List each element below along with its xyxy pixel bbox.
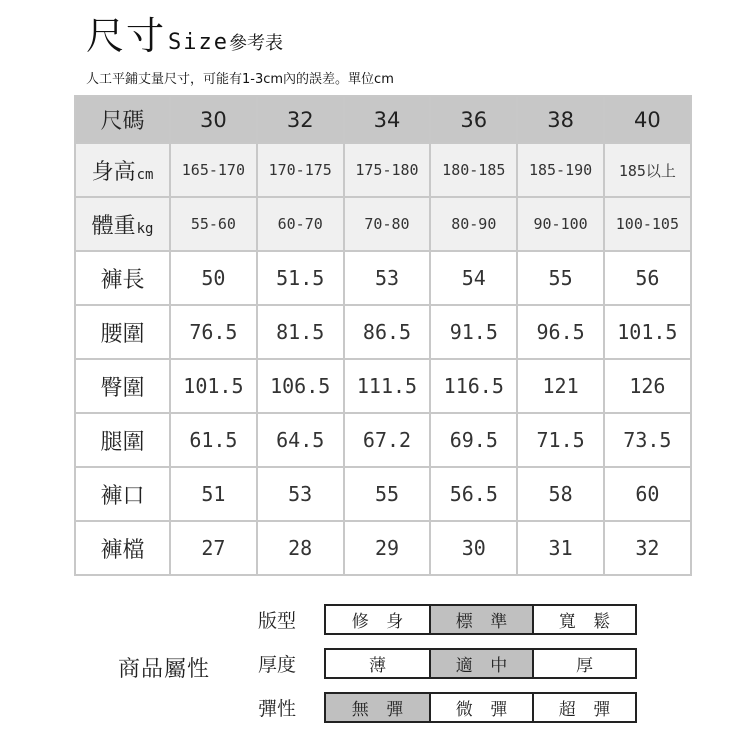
attribute-option: 適 中 xyxy=(429,650,532,677)
table-cell: 51 xyxy=(170,467,257,521)
attribute-row-fit xyxy=(258,603,637,636)
title-main: 尺寸 xyxy=(86,14,167,58)
table-cell: 170-175 xyxy=(257,143,344,197)
row-label-thigh: 腿圍 xyxy=(75,413,170,467)
measurement-note: 人工平鋪丈量尺寸，可能有1-3cm內的誤差。單位cm xyxy=(86,72,394,87)
table-cell: 116.5 xyxy=(430,359,517,413)
product-attributes-heading: 商品屬性 xyxy=(118,657,211,682)
attribute-option: 厚 xyxy=(532,650,635,677)
table-row-leg-opening xyxy=(75,467,691,521)
table-cell: 100-105 xyxy=(604,197,691,251)
table-cell: 71.5 xyxy=(517,413,604,467)
attribute-option: 寬 鬆 xyxy=(532,606,635,633)
row-label-length: 褲長 xyxy=(75,251,170,305)
table-cell: 185-190 xyxy=(517,143,604,197)
table-cell: 121 xyxy=(517,359,604,413)
table-row-length xyxy=(75,251,691,305)
table-cell: 29 xyxy=(344,521,431,575)
table-cell: 27 xyxy=(170,521,257,575)
attribute-options-elasticity xyxy=(324,692,637,723)
attribute-row-elasticity xyxy=(258,691,637,724)
table-row-weight xyxy=(75,197,691,251)
table-cell: 28 xyxy=(257,521,344,575)
table-cell: 31 xyxy=(517,521,604,575)
table-cell: 101.5 xyxy=(170,359,257,413)
row-label-leg-opening: 褲口 xyxy=(75,467,170,521)
table-cell: 101.5 xyxy=(604,305,691,359)
size-header-cell: 32 xyxy=(257,96,344,143)
table-cell: 106.5 xyxy=(257,359,344,413)
size-header-cell: 36 xyxy=(430,96,517,143)
attribute-label-fit: 版型 xyxy=(258,610,297,632)
table-cell: 64.5 xyxy=(257,413,344,467)
attribute-label-elasticity: 彈性 xyxy=(258,698,297,720)
table-row-thigh xyxy=(75,413,691,467)
table-cell: 126 xyxy=(604,359,691,413)
title-size-word: Size xyxy=(168,30,229,55)
table-cell: 69.5 xyxy=(430,413,517,467)
table-row-hip xyxy=(75,359,691,413)
table-cell: 60 xyxy=(604,467,691,521)
size-header-cell: 40 xyxy=(604,96,691,143)
table-cell: 185以上 xyxy=(604,143,691,197)
title-reference: 參考表 xyxy=(229,33,283,54)
table-cell: 91.5 xyxy=(430,305,517,359)
row-label-waist: 腰圍 xyxy=(75,305,170,359)
table-cell: 70-80 xyxy=(344,197,431,251)
table-row-rise xyxy=(75,521,691,575)
table-row-waist xyxy=(75,305,691,359)
size-header-cell: 34 xyxy=(344,96,431,143)
attribute-option: 超 彈 xyxy=(532,694,635,721)
table-cell: 96.5 xyxy=(517,305,604,359)
table-header-row xyxy=(75,96,691,143)
table-cell: 55 xyxy=(517,251,604,305)
row-label-unit: cm xyxy=(136,166,154,183)
table-cell: 165-170 xyxy=(170,143,257,197)
row-label-rise: 褲檔 xyxy=(75,521,170,575)
attribute-option: 修 身 xyxy=(326,606,429,633)
table-cell: 61.5 xyxy=(170,413,257,467)
attribute-options-thickness xyxy=(324,648,637,679)
table-cell: 86.5 xyxy=(344,305,431,359)
table-cell: 180-185 xyxy=(430,143,517,197)
row-label-unit: kg xyxy=(136,220,154,237)
page-title xyxy=(86,12,283,60)
table-cell: 53 xyxy=(344,251,431,305)
attribute-label-thickness: 厚度 xyxy=(258,654,297,676)
table-cell: 80-90 xyxy=(430,197,517,251)
table-cell: 73.5 xyxy=(604,413,691,467)
table-cell: 30 xyxy=(430,521,517,575)
table-cell: 56.5 xyxy=(430,467,517,521)
row-label-text: 身高 xyxy=(91,159,136,185)
row-label-weight xyxy=(75,197,170,251)
table-cell: 55-60 xyxy=(170,197,257,251)
size-chart-table xyxy=(74,95,692,576)
attribute-option: 無 彈 xyxy=(326,694,429,721)
table-cell: 56 xyxy=(604,251,691,305)
table-cell: 67.2 xyxy=(344,413,431,467)
size-header-cell: 30 xyxy=(170,96,257,143)
table-cell: 111.5 xyxy=(344,359,431,413)
table-cell: 60-70 xyxy=(257,197,344,251)
table-cell: 81.5 xyxy=(257,305,344,359)
attribute-option: 微 彈 xyxy=(429,694,532,721)
table-cell: 50 xyxy=(170,251,257,305)
table-cell: 32 xyxy=(604,521,691,575)
attribute-options-fit xyxy=(324,604,637,635)
table-cell: 58 xyxy=(517,467,604,521)
table-cell: 90-100 xyxy=(517,197,604,251)
table-cell: 54 xyxy=(430,251,517,305)
row-label-text: 體重 xyxy=(91,213,136,239)
size-column-header: 尺碼 xyxy=(75,96,170,143)
table-cell: 51.5 xyxy=(257,251,344,305)
attribute-option: 標 準 xyxy=(429,606,532,633)
table-cell: 175-180 xyxy=(344,143,431,197)
attribute-row-thickness xyxy=(258,647,637,680)
table-row-height xyxy=(75,143,691,197)
row-label-height xyxy=(75,143,170,197)
table-cell: 55 xyxy=(344,467,431,521)
size-header-cell: 38 xyxy=(517,96,604,143)
row-label-hip: 臀圍 xyxy=(75,359,170,413)
attribute-option: 薄 xyxy=(326,650,429,677)
table-cell: 53 xyxy=(257,467,344,521)
table-cell: 76.5 xyxy=(170,305,257,359)
